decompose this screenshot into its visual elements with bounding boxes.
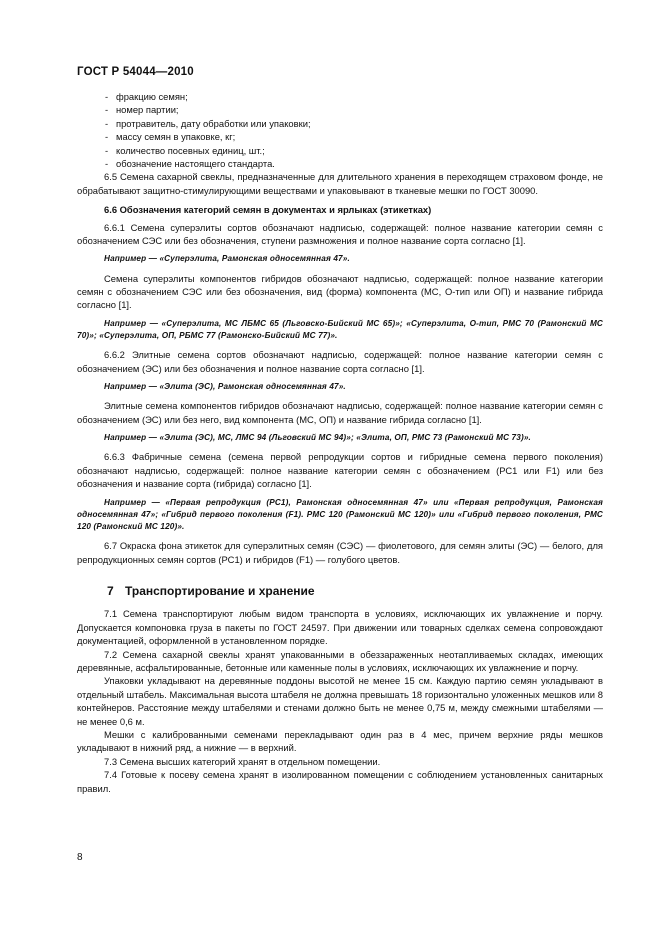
example-5: Например — «Первая репродукция (РС1), Рамонская односемянная 47» или «Первая репродукция, Рамонская односемянная 47»; «Гибрид первого поколения (F1). РМС 120 (Рамонский МС 120)» или «Гибрид первого поколения, РМС 120 (Рамонский МС 120)». (77, 497, 603, 531)
example-1: Например — «Суперэлита, Рамонская односемянная 47». (104, 254, 350, 264)
paragraph-6-5: 6.5 Семена сахарной свеклы, предназначенные для длительного хранения в переходящем страховом фонде, не обрабатывают защитно-стимулирующими веществами и упаковывают в тканевые мешки по ГОСТ 30090. (77, 171, 603, 196)
section-7-heading (77, 585, 603, 598)
list-item: - количество посевных единиц, шт.; (105, 144, 265, 156)
paragraph-7-1: 7.1 Семена транспортируют любым видом транспорта в условиях, исключающих их увлажнение и порчу. Допускается компоновка груза в пакеты по ГОСТ 24597. При движении или товарных сделках семена сопровождают документацией, оформленной в установленном порядке. (77, 608, 603, 647)
page-number: 8 (77, 852, 83, 863)
example-3: Например — «Элита (ЭС), Рамонская односемянная 47». (104, 382, 346, 392)
paragraph-superelite-components: Семена суперэлиты компонентов гибридов обозначают надписью, содержащей: полное название категории семян с обозначением СЭС или без обозначения, вид (форма) компонента (МС, О-тип или ОП) и название гибрида согласно [1]. (77, 272, 603, 311)
list-item: - фракцию семян; (105, 91, 188, 102)
paragraph-7-3: 7.3 Семена высших категорий хранят в отдельном помещении. (104, 755, 381, 767)
list-item: - номер партии; (105, 104, 179, 116)
paragraph-bags: Мешки с калиброванными семенами перекладывают один раз в 4 мес, причем верхние ряды мешков укладывают в нижний ряд, а нижние — в верхний. (77, 729, 603, 754)
paragraph-6-6-1: 6.6.1 Семена суперэлиты сортов обозначают надписью, содержащей: полное название категории семян с обозначением СЭС или без обозначения, ступени размножения и полное название сорта согласно [1]. (77, 221, 603, 247)
example-2: Например — «Суперэлита, МС ЛБМС 65 (Льговско-Бийский МС 65)»; «Суперэлита, О-тип, РМС 70 (Рамонский МС 70)»; «Суперэлита, ОП, РБМС 77 (Рамонско-Бийский МС 77)». (77, 318, 603, 341)
document-header: ГОСТ Р 54044—2010 (77, 66, 194, 78)
paragraph-7-2: 7.2 Семена сахарной свеклы хранят упакованными в обеззараженных неотапливаемых складах, имеющих деревянные, асфальтированные, бетонные или каменные полы в условиях, исключающих их увлажнение и порчу. (77, 648, 603, 673)
section-title: Транспортирование и хранение (125, 583, 315, 598)
paragraph-7-4: 7.4 Готовые к посеву семена хранят в изолированном помещении с соблюдением установленных санитарных правил. (77, 769, 603, 794)
paragraph-packaging: Упаковки укладывают на деревянные поддоны высотой не менее 15 см. Каждую партию семян укладывают в отдельный штабель. Максимальная высота штабеля не должна превышать 18 горизонтально уложенных мешков или 8 контейнеров. Расстояние между штабелями и стенами должно быть не менее 0,75 м, между смежными штабелями — не менее 0,6 м. (77, 675, 603, 727)
page-body (77, 90, 603, 795)
paragraph-6-6-2: 6.6.2 Элитные семена сортов обозначают надписью, содержащей: полное название категории семян с обозначением (ЭС) или без обозначения и полное название сорта согласно [1]. (77, 349, 603, 374)
paragraph-elite-components: Элитные семена компонентов гибридов обозначают надписью, содержащей: полное название категории семян с обозначением (ЭС) или без него, вид компонента (МС, ОП) и название гибрида согласно [1]. (77, 400, 603, 425)
section-number: 7 (107, 583, 114, 598)
paragraph-6-6-3: 6.6.3 Фабричные семена (семена первой репродукции сортов и гибридные семена первого поколения) обозначают надписью, содержащей: полное название категории семян с обозначением (РС1 или F1) или без обозначения и название сорта (гибрида) согласно [1]. (77, 451, 603, 490)
subsection-6-6-title: 6.6 Обозначения категорий семян в документах и ярлыках (этикетках) (104, 204, 432, 216)
list-item: - массу семян в упаковке, кг; (105, 131, 236, 143)
list-item: - обозначение настоящего стандарта. (105, 158, 275, 170)
list-item: - протравитель, дату обработки или упаковки; (105, 117, 311, 129)
example-4: Например — «Элита (ЭС), МС, ЛМС 94 (Льговский МС 94)»; «Элита, ОП, РМС 73 (Рамонский МС 73)». (104, 433, 531, 443)
paragraph-6-7: 6.7 Окраска фона этикеток для суперэлитных семян (СЭС) — фиолетового, для семян элиты (ЭС) — белого, для репродукционных семян сортов (РС1) и гибридов (F1) — голубого цветов. (77, 540, 603, 565)
